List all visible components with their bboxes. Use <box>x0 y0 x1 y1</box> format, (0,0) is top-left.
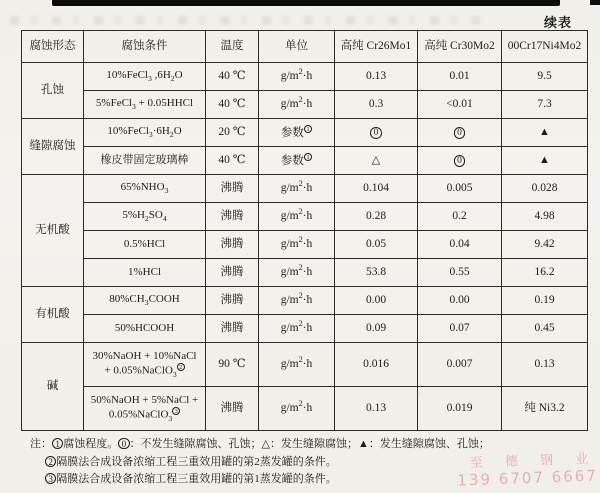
note-line-2: 2 隔膜法合成设备浓缩工程三重效用罐的第2蒸发罐的条件。 <box>30 454 490 472</box>
value-cell-cr30mo2: 0.55 <box>418 259 502 287</box>
note-line-3: 3 隔膜法合成设备浓缩工程三重效用罐的第1蒸发罐的条件。 <box>30 471 490 489</box>
value-cell-cr26mo1: 0.05 <box>335 231 418 259</box>
unit-cell: $g/m^2\cdot h$ <box>259 315 335 343</box>
unit-cell: $g/m^2\cdot h$ <box>259 343 335 387</box>
scan-artifact-top-bar <box>52 0 560 6</box>
unit-cell: $g/m^2\cdot h$ <box>259 63 335 91</box>
value-cell-cr26mo1: 53.8 <box>335 259 418 287</box>
unit-cell: $g/m^2\cdot h$ <box>259 175 335 203</box>
value-cell-00cr17ni4mo2: 纯 Ni3.2 <box>502 387 588 431</box>
watermark-phone: 139 6707 6667 <box>457 466 599 490</box>
value-cell-00cr17ni4mo2: 9.42 <box>502 231 588 259</box>
value-cell-cr26mo1: 0.016 <box>335 343 418 387</box>
table-row <box>22 231 588 259</box>
condition-cell: 5%FeCl$_3$ + 0.05HHCl <box>84 91 206 119</box>
unit-cell: $g/m^2\cdot h$ <box>259 259 335 287</box>
value-cell-cr30mo2: 0 <box>418 147 502 175</box>
value-cell-00cr17ni4mo2: 16.2 <box>502 259 588 287</box>
condition-cell: $5\%H_2SO_4$ <box>84 203 206 231</box>
column-header-0: 腐蚀形态 <box>22 31 84 63</box>
table-header-row <box>22 31 588 63</box>
value-cell-00cr17ni4mo2: 0.45 <box>502 315 588 343</box>
column-header-2: 温度 <box>206 31 259 63</box>
column-header-4: 高纯 Cr26Mo1 <box>335 31 418 63</box>
table-row <box>22 63 588 91</box>
value-cell-cr30mo2: 0.005 <box>418 175 502 203</box>
column-header-3: 单位 <box>259 31 335 63</box>
value-cell-00cr17ni4mo2: 0.13 <box>502 343 588 387</box>
temperature-cell: 沸腾 <box>206 387 259 431</box>
unit-cell: $g/m^2\cdot h$ <box>259 231 335 259</box>
table-row <box>22 387 588 431</box>
condition-cell: 1%HCl <box>84 259 206 287</box>
unit-cell: $g/m^2\cdot h$ <box>259 91 335 119</box>
unit-cell: $g/m^2\cdot h$ <box>259 287 335 315</box>
scan-artifact-corner <box>590 0 600 5</box>
value-cell-cr26mo1: 0.3 <box>335 91 418 119</box>
table-row <box>22 343 588 387</box>
condition-cell: $65\%NHO_3$ <box>84 175 206 203</box>
unit-cell: 参数 $^1$ <box>259 147 335 175</box>
value-cell-cr30mo2: 0 <box>418 119 502 147</box>
value-cell-cr26mo1: 0.28 <box>335 203 418 231</box>
value-cell-cr30mo2: 0.007 <box>418 343 502 387</box>
note-line-1: 注： 1 腐蚀程度。 0 ：不发生缝隙腐蚀、孔蚀；△：发生缝隙腐蚀；▲：发生缝隙腐蚀、孔蚀； <box>30 438 490 450</box>
table-row <box>22 91 588 119</box>
table-row <box>22 287 588 315</box>
value-cell-cr30mo2: 0.2 <box>418 203 502 231</box>
temperature-cell: 沸腾 <box>206 231 259 259</box>
table-row <box>22 203 588 231</box>
value-cell-cr26mo1: 0.09 <box>335 315 418 343</box>
unit-cell: 参数 $^1$ <box>259 119 335 147</box>
temperature-cell: 90 ℃ <box>206 343 259 387</box>
value-cell-cr26mo1: 0.13 <box>335 387 418 431</box>
temperature-cell: 沸腾 <box>206 203 259 231</box>
value-cell-cr26mo1: 0 <box>335 119 418 147</box>
value-cell-cr26mo1: △ <box>335 147 418 175</box>
continued-table-label: 续表 <box>543 15 572 30</box>
watermark <box>457 448 599 490</box>
value-cell-00cr17ni4mo2: 9.5 <box>502 63 588 91</box>
group-label-cell: 孔蚀 <box>22 63 84 119</box>
temperature-cell: 40 ℃ <box>206 147 259 175</box>
value-cell-cr26mo1: 0.104 <box>335 175 418 203</box>
notes <box>30 436 490 489</box>
temperature-cell: 沸腾 <box>206 259 259 287</box>
temperature-cell: 20 ℃ <box>206 119 259 147</box>
condition-cell: 0.5%HCl <box>84 231 206 259</box>
value-cell-cr30mo2: 0.01 <box>418 63 502 91</box>
value-cell-cr30mo2: <0.01 <box>418 91 502 119</box>
table-row <box>22 147 588 175</box>
group-label-cell: 有机酸 <box>22 287 84 343</box>
bleed-through-artifact <box>10 16 480 25</box>
value-cell-cr30mo2: 0.019 <box>418 387 502 431</box>
value-cell-cr30mo2: 0.07 <box>418 315 502 343</box>
condition-cell: 橡皮带固定玻璃棒 <box>84 147 206 175</box>
table-row <box>22 119 588 147</box>
temperature-cell: 40 ℃ <box>206 91 259 119</box>
corrosion-table <box>21 30 588 431</box>
value-cell-00cr17ni4mo2: 0.19 <box>502 287 588 315</box>
value-cell-00cr17ni4mo2: ▲ <box>502 147 588 175</box>
watermark-company: 至 德 钢 业 <box>470 451 598 471</box>
unit-cell: $g/m^2\cdot h$ <box>259 203 335 231</box>
value-cell-cr30mo2: 0.04 <box>418 231 502 259</box>
table-row <box>22 259 588 287</box>
temperature-cell: 40 ℃ <box>206 63 259 91</box>
value-cell-00cr17ni4mo2: 4.98 <box>502 203 588 231</box>
value-cell-00cr17ni4mo2: 7.3 <box>502 91 588 119</box>
column-header-1: 腐蚀条件 <box>84 31 206 63</box>
value-cell-cr26mo1: 0.00 <box>335 287 418 315</box>
group-label-cell: 缝隙腐蚀 <box>22 119 84 175</box>
value-cell-cr26mo1: 0.13 <box>335 63 418 91</box>
value-cell-cr30mo2: 0.00 <box>418 287 502 315</box>
condition-cell: 10%FeCl$_3$ $,6H_2O$ <box>84 63 206 91</box>
column-header-5: 高纯 Cr30Mo2 <box>418 31 502 63</box>
condition-cell: 30%NaOH + 10%NaCl + 0.05%NaClO$_3^2$ <box>84 343 206 387</box>
group-label-cell: 碱 <box>22 343 84 431</box>
value-cell-00cr17ni4mo2: 0.028 <box>502 175 588 203</box>
temperature-cell: 沸腾 <box>206 315 259 343</box>
table-row <box>22 175 588 203</box>
column-header-6: 00Cr17Ni4Mo2 <box>502 31 588 63</box>
value-cell-00cr17ni4mo2: ▲ <box>502 119 588 147</box>
group-label-cell: 无机酸 <box>22 175 84 287</box>
condition-cell: 50%HCOOH <box>84 315 206 343</box>
temperature-cell: 沸腾 <box>206 175 259 203</box>
condition-cell: 50%NaOH + 5%NaCl + 0.05%NaClO$_3^3$ <box>84 387 206 431</box>
temperature-cell: 沸腾 <box>206 287 259 315</box>
unit-cell: $g/m^2\cdot h$ <box>259 387 335 431</box>
table-row <box>22 315 588 343</box>
condition-cell: $80\%CH_3COOH$ <box>84 287 206 315</box>
condition-cell: $10\%FeCl_3\cdot 6H_2O$ <box>84 119 206 147</box>
